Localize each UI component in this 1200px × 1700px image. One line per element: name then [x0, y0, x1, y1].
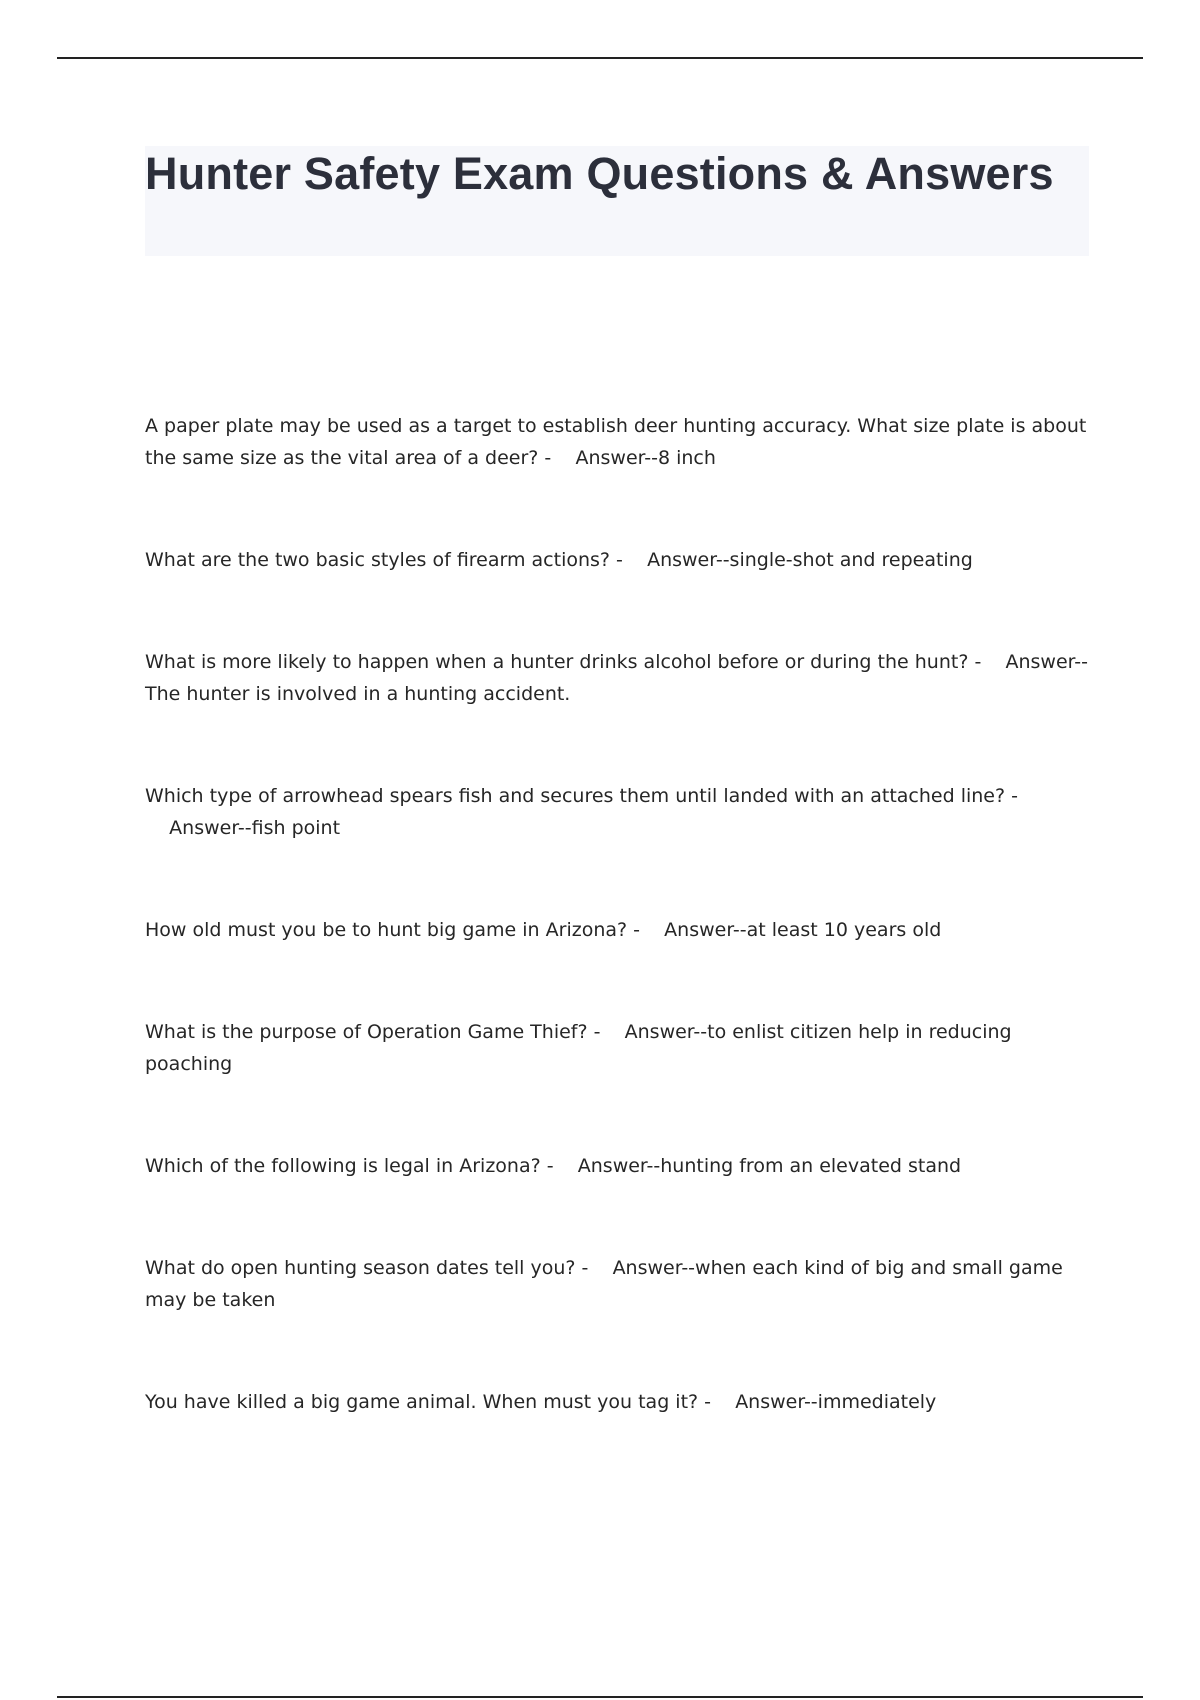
question-text: What is more likely to happen when a hunter drinks alcohol before or during the hunt? -: [145, 651, 982, 673]
qa-list: [145, 410, 1089, 1488]
title-box: [145, 146, 1089, 256]
question-text: A paper plate may be used as a target to establish deer hunting accuracy. What size plate is about the same size as the vital area of a deer? -: [145, 415, 1087, 469]
question-text: How old must you be to hunt big game in Arizona? -: [145, 919, 640, 941]
qa-item: [145, 1386, 1089, 1418]
qa-item: [145, 1016, 1089, 1080]
question-text: What are the two basic styles of firearm actions? -: [145, 549, 623, 571]
qa-item: [145, 410, 1089, 474]
answer-text: Answer--The hunter is involved in a hunting accident.: [145, 651, 1088, 705]
answer-text: Answer--at least 10 years old: [664, 919, 942, 941]
question-text: Which type of arrowhead spears fish and secures them until landed with an attached line? -: [145, 785, 1018, 807]
answer-text: Answer--immediately: [735, 1391, 937, 1413]
question-text: What is the purpose of Operation Game Thief? -: [145, 1021, 601, 1043]
qa-item: [145, 646, 1089, 710]
answer-text: Answer--single-shot and repeating: [647, 549, 973, 571]
qa-item: [145, 780, 1089, 844]
bottom-rule: [57, 1696, 1143, 1698]
document-title: Hunter Safety Exam Questions & Answers: [145, 148, 1054, 199]
question-text: What do open hunting season dates tell you? -: [145, 1257, 589, 1279]
answer-text: Answer--hunting from an elevated stand: [577, 1155, 962, 1177]
answer-text: Answer--when each kind of big and small game may be taken: [145, 1257, 1063, 1311]
qa-item: [145, 544, 1089, 576]
answer-text: Answer--fish point: [169, 817, 341, 839]
qa-item: [145, 1252, 1089, 1316]
top-rule: [57, 57, 1143, 59]
answer-text: Answer--8 inch: [575, 447, 716, 469]
qa-item: [145, 1150, 1089, 1182]
question-text: You have killed a big game animal. When must you tag it? -: [145, 1391, 712, 1413]
answer-text: Answer--to enlist citizen help in reducing poaching: [145, 1021, 1012, 1075]
qa-item: [145, 914, 1089, 946]
question-text: Which of the following is legal in Arizona? -: [145, 1155, 554, 1177]
